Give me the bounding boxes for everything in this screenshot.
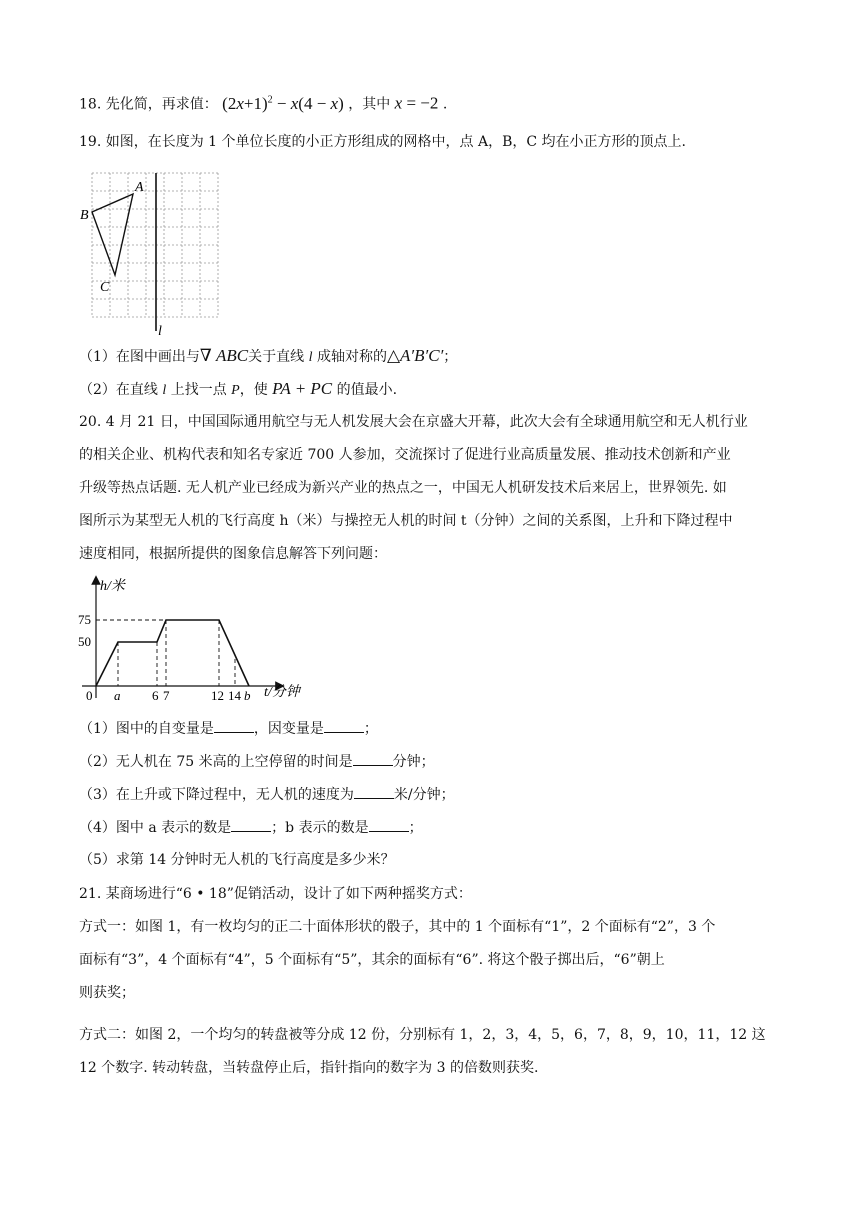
x-axis-label: t/分钟: [264, 685, 300, 700]
q21-method2-line2: 12 个数字. 转动转盘，当转盘停止后，指针指向的数字为 3 的倍数则获奖.: [79, 1060, 539, 1076]
q20-stem-line5: 速度相同，根据所提供的图象信息解答下列问题：: [79, 546, 387, 562]
q19-grid-figure: [74, 165, 234, 337]
q18-line: 18. 先化简，再求值： $(2x+1)^2 - x(4 - x)$ ，其中 x = −2 .: [79, 93, 448, 113]
q19-part2: （2）在直线 l 上找一点 P，使 PA + PC 的值最小.: [79, 379, 398, 398]
tick-b: b: [244, 688, 251, 703]
q21-method2-line1: 方式二：如图 2，一个均匀的转盘被等分成 12 份，分别标有 1，2，3，4，5，6，7，8，9，10，11，12 这: [79, 1027, 766, 1043]
q21-method1-line2: 面标有“3”，4 个面标有“4”，5 个面标有“5”，其余的面标有“6”. 将这个骰子掷出后，“6”朝上: [79, 952, 665, 968]
q20-stem-line4: 图所示为某型无人机的飞行高度 h（米）与操控无人机的时间 t（分钟）之间的关系图，上升和下降过程中: [79, 513, 733, 529]
tick-75: 75: [78, 612, 91, 627]
q18-number: 18.: [79, 96, 102, 113]
tick-14: 14: [228, 688, 241, 703]
q18-given-value: x = −2: [394, 93, 439, 113]
q18-expression: $(2x+1)^2 - x(4 - x)$: [222, 93, 344, 113]
q20-stem-line3: 升级等热点话题. 无人机产业已经成为新兴产业的热点之一，中国无人机研发技术后来居上，世界领先. 如: [79, 480, 727, 496]
tick-0: 0: [86, 688, 93, 703]
label-a: A: [135, 180, 144, 195]
q21-method1-line1: 方式一：如图 1，有一枚均匀的正二十面体形状的骰子，其中的 1 个面标有“1”，2 个面标有“2”，3 个: [79, 919, 716, 935]
q19-stem: 19. 如图，在长度为 1 个单位长度的小正方形组成的网格中，点 A，B，C 均在小正方形的顶点上.: [79, 134, 686, 150]
tick-12: 12: [211, 688, 224, 703]
q20-sub2: （2）无人机在 75 米高的上空停留的时间是 分钟；: [79, 751, 435, 772]
label-c: C: [100, 280, 110, 295]
q20-sub1: （1）图中的自变量是 ，因变量是 ；: [79, 718, 378, 739]
q21-method1-line3: 则获奖；: [79, 985, 135, 1001]
q20-stem-line2: 的相关企业、机构代表和知名专家近 700 人参加，交流探讨了促进行业高质量发展、推动技术创新和产业: [79, 447, 731, 463]
q21-stem: 21. 某商场进行“6 • 18”促销活动，设计了如下两种摇奖方式：: [79, 886, 472, 902]
tick-50: 50: [78, 634, 91, 649]
q19-part1: （1）在图中画出与∇ ABC关于直线 l 成轴对称的△A′B′C′；: [79, 346, 458, 365]
flight-path: [96, 620, 249, 686]
tick-7: 7: [163, 688, 170, 703]
label-l: l: [158, 324, 162, 337]
y-axis-label: h/米: [100, 579, 125, 594]
q18-prompt: 先化简，再求值：: [105, 96, 218, 113]
q20-sub3: （3）在上升或下降过程中，无人机的速度为 米/分钟；: [79, 784, 455, 805]
tick-6: 6: [152, 688, 159, 703]
label-b: B: [80, 208, 89, 223]
q18-condition-text: ，其中: [348, 96, 395, 113]
tick-a: a: [114, 688, 121, 703]
q20-sub5: （5）求第 14 分钟时无人机的飞行高度是多少米？: [79, 852, 395, 868]
q20-sub4: （4）图中 a 表示的数是 ；b 表示的数是 ；: [79, 817, 423, 838]
height-time-graph: [74, 574, 314, 704]
q20-stem-line1: 20. 4 月 21 日，中国国际通用航空与无人机发展大会在京盛大开幕，此次大会有全球通用航空和无人机行业: [79, 414, 748, 430]
